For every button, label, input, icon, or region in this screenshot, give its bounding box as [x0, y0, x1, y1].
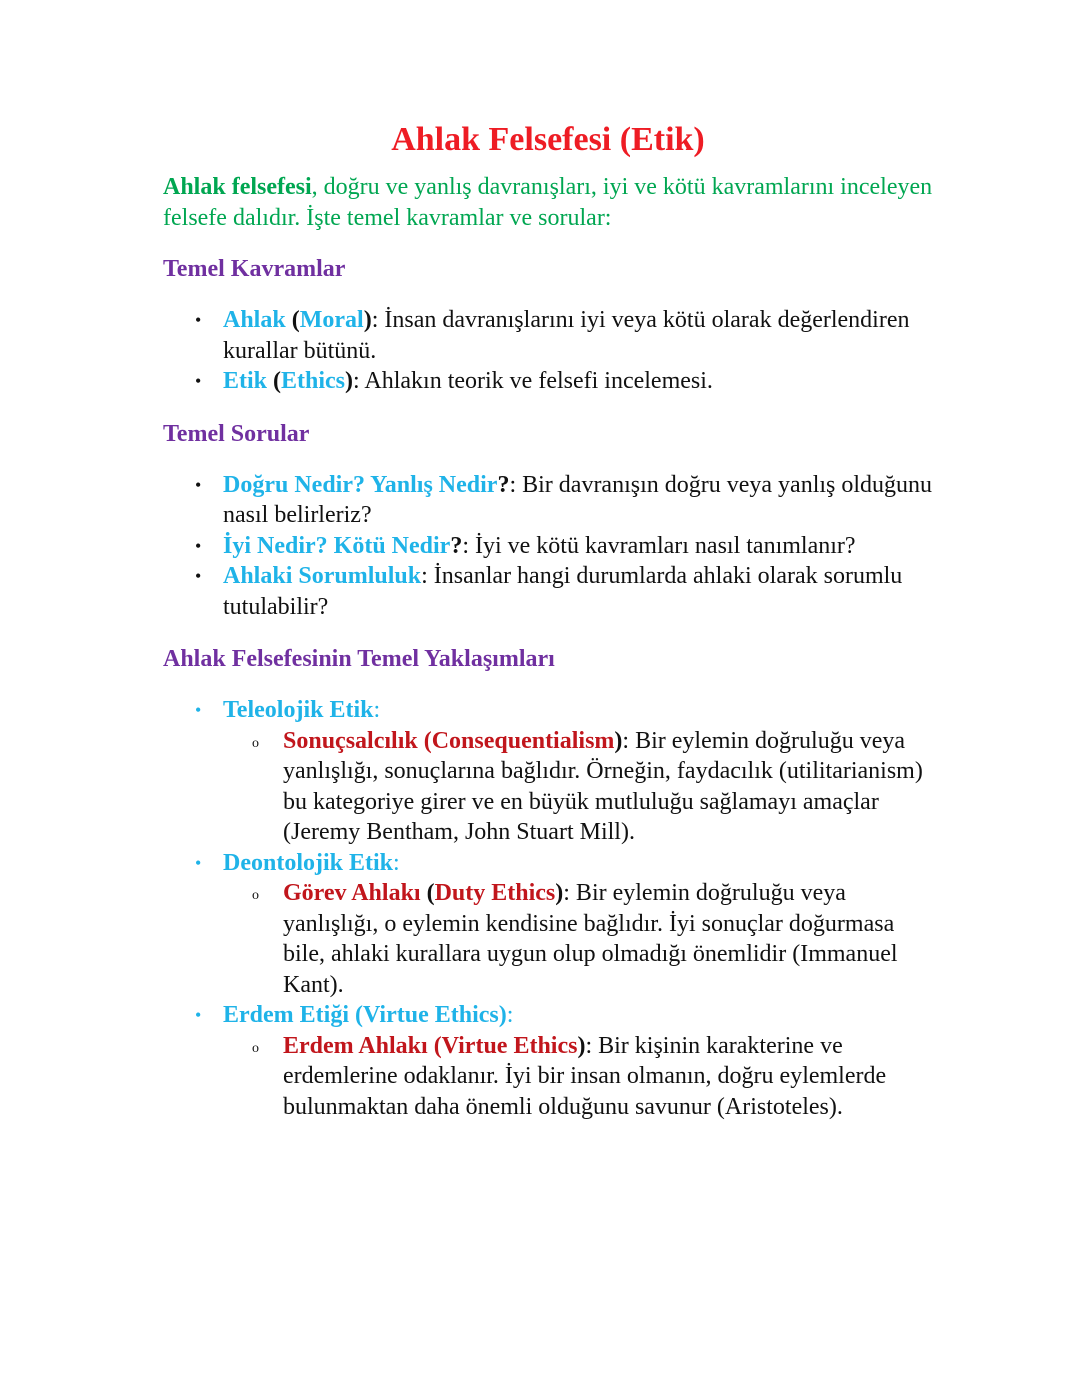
question-mark: ? [497, 471, 510, 498]
item-text: : İnsan davranışlarını iyi veya kötü olarak değerlendiren kurallar bütünü. [223, 307, 910, 364]
list-item [163, 1000, 933, 1122]
bullet-disc: • [195, 700, 202, 720]
sub-item-text: : Bir eylemin doğruluğu veya yanlışlığı, sonuçlarına bağlıdır. Örneğin, faydacılık (utilitarianism) bu kategoriye girer ve en büyük mutluluğu sağlamayı amaçlar (Jeremy Bentham, John Stuart Mill). [283, 727, 923, 845]
paren-close: ) [555, 880, 564, 906]
term: Etik [223, 368, 268, 394]
sub-list [223, 1031, 933, 1123]
bullet-disc: • [195, 566, 202, 586]
sub-list-item [223, 726, 933, 848]
sub-term: Görev Ahlakı [283, 880, 421, 906]
item-text: : İyi ve kötü kavramları nasıl tanımlanır? [462, 532, 856, 559]
bullet-disc: • [195, 310, 202, 330]
term-alt: Moral [299, 307, 364, 333]
list-item [163, 366, 933, 397]
term: Ahlak [223, 307, 286, 333]
bullet-circle: o [252, 888, 259, 903]
term: İyi Nedir? Kötü Nedir [223, 532, 451, 559]
paren-close: ) [614, 727, 623, 754]
sub-term: Sonuçsalcılık (Consequentialism [283, 727, 615, 754]
question-mark: ? [450, 532, 463, 559]
sorular-list [163, 470, 933, 623]
kavramlar-list [163, 305, 933, 397]
term: Teleolojik Etik [223, 697, 374, 723]
section-heading-temel-kavramlar: Temel Kavramlar [163, 256, 346, 282]
term-alt: Ethics [281, 368, 346, 394]
list-item [163, 531, 933, 562]
list-item [163, 848, 933, 1001]
term: Deontolojik Etik [223, 849, 394, 876]
paren-close: ) [363, 307, 372, 333]
bullet-disc: • [195, 535, 202, 556]
paren-close: ) [345, 368, 354, 394]
sub-item-text: : Bir kişinin karakterine ve erdemlerine odaklanır. İyi bir insan olmanın, doğru eylemlerde bulunmaktan daha önemli olduğunu savunur (Aristoteles). [283, 1032, 887, 1120]
document-page [163, 118, 933, 1144]
sub-item-text: : Bir eylemin doğruluğu veya yanlışlığı, o eylemin kendisine bağlıdır. İyi sonuçlar doğurmasa bile, ahlaki kurallara uygun olup olmadığı önemlidir (Immanuel Kant). [283, 880, 898, 998]
list-item [163, 561, 933, 622]
item-text: : Bir davranışın doğru veya yanlış olduğunu nasıl belirleriz? [223, 471, 933, 528]
term: Ahlaki Sorumluluk [223, 563, 422, 589]
bullet-disc: • [195, 852, 202, 873]
intro-paragraph [163, 172, 933, 234]
list-item [163, 470, 933, 531]
sub-list [223, 878, 933, 1000]
paren-close: ) [577, 1032, 586, 1059]
paren-open: ( [267, 368, 282, 394]
intro-bold: Ahlak felsefesi [163, 174, 312, 200]
paren-open: ( [285, 307, 300, 333]
term-colon: : [393, 849, 400, 876]
sub-list-item [223, 1031, 933, 1123]
bullet-circle: o [252, 735, 259, 751]
bullet-disc: • [195, 1005, 202, 1025]
term-colon: : [506, 1002, 514, 1028]
term: Doğru Nedir? Yanlış Nedir [223, 471, 498, 498]
bullet-circle: o [252, 1040, 259, 1056]
bullet-disc: • [195, 474, 202, 495]
term-colon: : [373, 697, 381, 723]
bullet-disc: • [195, 371, 202, 391]
sub-term: Erdem Ahlakı (Virtue Ethics [283, 1032, 578, 1059]
paren-open: ( [420, 880, 435, 906]
section-heading-yaklasimlar: Ahlak Felsefesinin Temel Yaklaşımları [163, 646, 555, 672]
section-heading-temel-sorular: Temel Sorular [163, 420, 310, 447]
intro-text: , doğru ve yanlış davranışları, iyi ve kötü kavramlarını inceleyen felsefe dalıdır. İşte temel kavramlar ve sorular: [163, 174, 933, 231]
sub-term-alt: Duty Ethics [434, 880, 556, 906]
sub-list-item [223, 878, 933, 1000]
sub-list [223, 726, 933, 848]
item-text: : Ahlakın teorik ve felsefi incelemesi. [353, 368, 713, 394]
term: Erdem Etiği (Virtue Ethics) [223, 1002, 507, 1028]
document-title: Ahlak Felsefesi (Etik) [391, 121, 705, 158]
item-text: : İnsanlar hangi durumlarda ahlaki olarak sorumlu tutulabilir? [223, 563, 903, 620]
list-item [163, 695, 933, 848]
list-item [163, 305, 933, 366]
yaklasimlar-list [163, 695, 933, 1122]
